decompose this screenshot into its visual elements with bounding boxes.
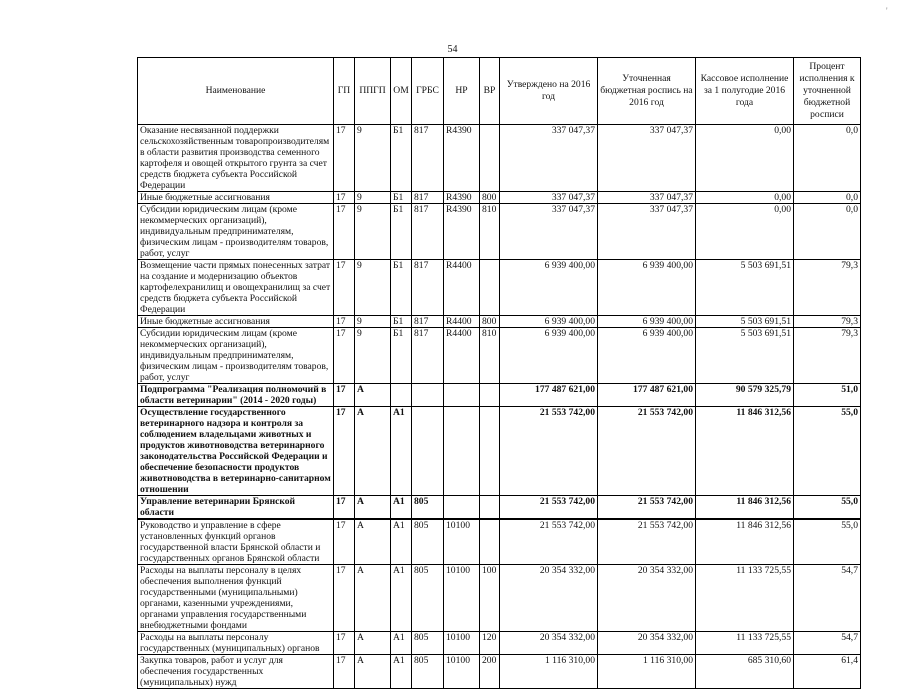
cell-om: А1	[391, 407, 412, 496]
cell-nr: R4390	[444, 192, 480, 204]
cell-gp: 17	[334, 204, 355, 260]
cell-vr: 200	[480, 655, 500, 689]
table-row	[138, 125, 861, 192]
cell-name: Расходы на выплаты персоналу в целях обеспечения выполнения функций государственными (муниципальными) органами, казенными учреждениями, органами управления государственными внебюджетными фондами	[138, 565, 334, 632]
cell-percent: 61,4	[794, 655, 861, 689]
table-row	[138, 565, 861, 632]
cell-nr: R4390	[444, 125, 480, 192]
cell-name: Оказание несвязанной поддержки сельскохозяйственным товаропроизводителям в области развития производства семенного картофеля и овощей открытого грунта за счет средств бюджета субъекта Российской Федерации	[138, 125, 334, 192]
cell-gp: 17	[334, 565, 355, 632]
cell-approved: 337 047,37	[500, 192, 598, 204]
cell-om: А1	[391, 632, 412, 655]
cell-vr: 800	[480, 316, 500, 328]
cell-cash: 11 846 312,56	[696, 496, 794, 520]
cell-grbs: 817	[412, 316, 444, 328]
header-approved: Утверждено на 2016 год	[500, 58, 598, 125]
cell-grbs: 805	[412, 519, 444, 565]
cell-name: Субсидии юридическим лицам (кроме некоммерческих организаций), индивидуальным предпринимателям, физическим лицам - производителям товаров, работ, услуг	[138, 328, 334, 384]
cell-ppgp: А	[355, 384, 391, 407]
page-number: 54	[447, 44, 458, 55]
cell-grbs: 817	[412, 192, 444, 204]
cell-refined: 177 487 621,00	[598, 384, 696, 407]
cell-nr: 10100	[444, 655, 480, 689]
cell-nr	[444, 407, 480, 496]
cell-name: Иные бюджетные ассигнования	[138, 316, 334, 328]
table-row	[138, 632, 861, 655]
table-row	[138, 328, 861, 384]
cell-om: Б1	[391, 125, 412, 192]
cell-nr: R4400	[444, 260, 480, 316]
cell-approved: 6 939 400,00	[500, 260, 598, 316]
cell-name: Возмещение части прямых понесенных затрат на создание и модернизацию объектов картофелехранилищ и овощехранилищ за счет средств бюджета субъекта Российской Федерации	[138, 260, 334, 316]
header-ppgp: ППГП	[355, 58, 391, 125]
cell-approved: 21 553 742,00	[500, 519, 598, 565]
header-grbs: ГРБС	[412, 58, 444, 125]
cell-om: Б1	[391, 204, 412, 260]
cell-gp: 17	[334, 316, 355, 328]
cell-percent: 51,0	[794, 384, 861, 407]
cell-percent: 0,0	[794, 204, 861, 260]
table-row	[138, 384, 861, 407]
cell-name: Закупка товаров, работ и услуг для обеспечения государственных (муниципальных) нужд	[138, 655, 334, 689]
cell-vr: 800	[480, 192, 500, 204]
cell-ppgp: 9	[355, 204, 391, 260]
cell-grbs: 805	[412, 655, 444, 689]
cell-grbs	[412, 407, 444, 496]
cell-cash: 11 133 725,55	[696, 632, 794, 655]
cell-nr: 10100	[444, 519, 480, 565]
cell-ppgp: А	[355, 496, 391, 520]
cell-ppgp: А	[355, 632, 391, 655]
cell-nr: 10100	[444, 565, 480, 632]
cell-refined: 21 553 742,00	[598, 407, 696, 496]
table-row	[138, 204, 861, 260]
table-row	[138, 316, 861, 328]
cell-refined: 6 939 400,00	[598, 260, 696, 316]
cell-vr: 100	[480, 565, 500, 632]
cell-refined: 20 354 332,00	[598, 565, 696, 632]
cell-refined: 337 047,37	[598, 204, 696, 260]
table-row	[138, 519, 861, 565]
cell-gp: 17	[334, 655, 355, 689]
cell-percent: 54,7	[794, 565, 861, 632]
cell-refined: 6 939 400,00	[598, 316, 696, 328]
cell-refined: 337 047,37	[598, 125, 696, 192]
cell-cash: 0,00	[696, 204, 794, 260]
cell-grbs: 805	[412, 632, 444, 655]
cell-approved: 21 553 742,00	[500, 407, 598, 496]
cell-grbs: 805	[412, 565, 444, 632]
cell-grbs: 817	[412, 204, 444, 260]
cell-gp: 17	[334, 192, 355, 204]
cell-om: А1	[391, 655, 412, 689]
cell-percent: 55,0	[794, 407, 861, 496]
cell-nr	[444, 384, 480, 407]
cell-om	[391, 384, 412, 407]
cell-nr: R4390	[444, 204, 480, 260]
cell-vr: 810	[480, 204, 500, 260]
cell-ppgp: А	[355, 519, 391, 565]
cell-cash: 11 846 312,56	[696, 519, 794, 565]
cell-vr: 810	[480, 328, 500, 384]
cell-ppgp: 9	[355, 125, 391, 192]
cell-ppgp: 9	[355, 316, 391, 328]
header-refined: Уточненная бюджетная роспись на 2016 год	[598, 58, 696, 125]
header-gp: ГП	[334, 58, 355, 125]
cell-refined: 1 116 310,00	[598, 655, 696, 689]
cell-cash: 90 579 325,79	[696, 384, 794, 407]
cell-om: А1	[391, 519, 412, 565]
cell-cash: 685 310,60	[696, 655, 794, 689]
cell-percent: 54,7	[794, 632, 861, 655]
cell-gp: 17	[334, 384, 355, 407]
cell-grbs	[412, 384, 444, 407]
cell-percent: 79,3	[794, 316, 861, 328]
cell-name: Управление ветеринарии Брянской области	[138, 496, 334, 520]
scan-mark: '	[886, 6, 888, 16]
header-name: Наименование	[138, 58, 334, 125]
table-row	[138, 655, 861, 689]
cell-approved: 337 047,37	[500, 204, 598, 260]
header-row	[138, 58, 861, 125]
cell-vr	[480, 125, 500, 192]
cell-ppgp: 9	[355, 260, 391, 316]
cell-cash: 0,00	[696, 125, 794, 192]
cell-ppgp: А	[355, 655, 391, 689]
cell-grbs: 817	[412, 125, 444, 192]
cell-name: Подпрограмма "Реализация полномочий в области ветеринарии" (2014 - 2020 годы)	[138, 384, 334, 407]
cell-om: А1	[391, 565, 412, 632]
cell-cash: 5 503 691,51	[696, 316, 794, 328]
header-om: ОМ	[391, 58, 412, 125]
cell-refined: 6 939 400,00	[598, 328, 696, 384]
cell-vr: 120	[480, 632, 500, 655]
cell-nr: R4400	[444, 316, 480, 328]
cell-vr	[480, 519, 500, 565]
cell-ppgp: А	[355, 407, 391, 496]
cell-approved: 6 939 400,00	[500, 316, 598, 328]
cell-refined: 21 553 742,00	[598, 496, 696, 520]
cell-gp: 17	[334, 407, 355, 496]
cell-percent: 55,0	[794, 519, 861, 565]
cell-approved: 20 354 332,00	[500, 632, 598, 655]
cell-refined: 21 553 742,00	[598, 519, 696, 565]
header-percent: Процент исполнения к уточненной бюджетной росписи	[794, 58, 861, 125]
cell-percent: 79,3	[794, 260, 861, 316]
cell-vr	[480, 260, 500, 316]
cell-refined: 337 047,37	[598, 192, 696, 204]
cell-approved: 20 354 332,00	[500, 565, 598, 632]
cell-refined: 20 354 332,00	[598, 632, 696, 655]
cell-gp: 17	[334, 125, 355, 192]
cell-nr: 10100	[444, 632, 480, 655]
cell-percent: 0,0	[794, 192, 861, 204]
cell-approved: 1 116 310,00	[500, 655, 598, 689]
cell-name: Субсидии юридическим лицам (кроме некоммерческих организаций), индивидуальным предпринимателям, физическим лицам - производителям товаров, работ, услуг	[138, 204, 334, 260]
cell-gp: 17	[334, 519, 355, 565]
cell-gp: 17	[334, 328, 355, 384]
cell-name: Иные бюджетные ассигнования	[138, 192, 334, 204]
cell-grbs: 817	[412, 328, 444, 384]
cell-gp: 17	[334, 496, 355, 520]
cell-gp: 17	[334, 260, 355, 316]
cell-cash: 5 503 691,51	[696, 328, 794, 384]
cell-vr	[480, 384, 500, 407]
cell-cash: 11 846 312,56	[696, 407, 794, 496]
header-vr: ВР	[480, 58, 500, 125]
cell-approved: 6 939 400,00	[500, 328, 598, 384]
cell-approved: 177 487 621,00	[500, 384, 598, 407]
cell-ppgp: А	[355, 565, 391, 632]
cell-name: Расходы на выплаты персоналу государственных (муниципальных) органов	[138, 632, 334, 655]
cell-nr: R4400	[444, 328, 480, 384]
cell-om: Б1	[391, 260, 412, 316]
cell-om: А1	[391, 496, 412, 520]
cell-percent: 0,0	[794, 125, 861, 192]
table-row	[138, 407, 861, 496]
cell-ppgp: 9	[355, 328, 391, 384]
cell-name: Осуществление государственного ветеринарного надзора и контроля за соблюдением владельцами животных и продуктов животноводства ветеринарного законодательства Российской Федерации и обеспечение безопасности продуктов животноводства в ветеринарно-санитарном отношении	[138, 407, 334, 496]
table-row	[138, 496, 861, 520]
cell-name: Руководство и управление в сфере установленных функций органов государственной власти Брянской области и государственных органов Брянской области	[138, 519, 334, 565]
header-cash: Кассовое исполнение за 1 полугодие 2016 года	[696, 58, 794, 125]
cell-cash: 11 133 725,55	[696, 565, 794, 632]
cell-om: Б1	[391, 328, 412, 384]
cell-gp: 17	[334, 632, 355, 655]
cell-nr	[444, 496, 480, 520]
cell-grbs: 805	[412, 496, 444, 520]
budget-table	[137, 57, 861, 689]
cell-approved: 21 553 742,00	[500, 496, 598, 520]
table-row	[138, 260, 861, 316]
cell-cash: 0,00	[696, 192, 794, 204]
cell-om: Б1	[391, 192, 412, 204]
cell-om: Б1	[391, 316, 412, 328]
cell-percent: 79,3	[794, 328, 861, 384]
cell-vr	[480, 496, 500, 520]
cell-cash: 5 503 691,51	[696, 260, 794, 316]
cell-grbs: 817	[412, 260, 444, 316]
cell-vr	[480, 407, 500, 496]
header-nr: НР	[444, 58, 480, 125]
cell-approved: 337 047,37	[500, 125, 598, 192]
table-row	[138, 192, 861, 204]
cell-percent: 55,0	[794, 496, 861, 520]
cell-ppgp: 9	[355, 192, 391, 204]
